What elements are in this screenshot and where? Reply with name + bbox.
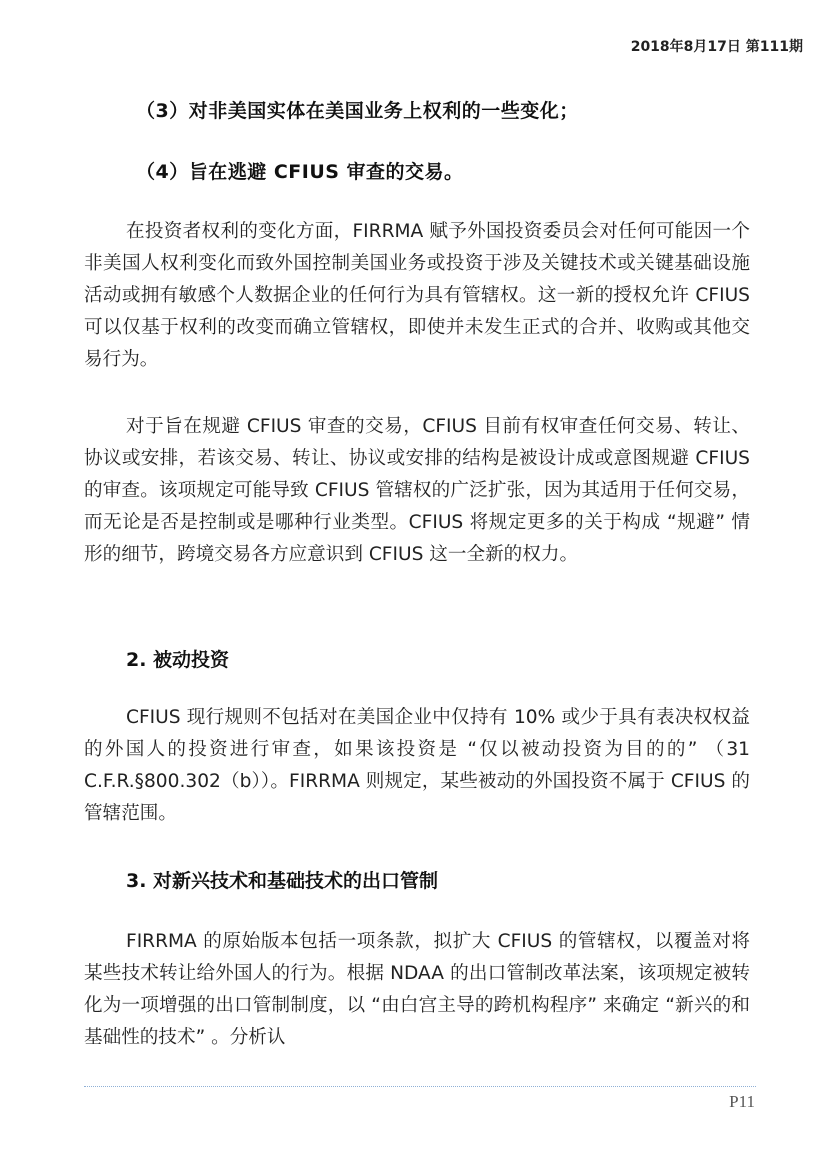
list-item-4: （4）旨在逃避 CFIUS 审查的交易。 <box>136 161 464 183</box>
footer-divider <box>84 1086 756 1087</box>
paragraph-passive-investment: CFIUS 现行规则不包括对在美国企业中仅持有 10% 或少于具有表决权权益的外国人的投资进行审查，如果该投资是 “仅以被动投资为目的的” （31 C.F.R.§800.302（b））。FIRRMA 则规定，某些被动的外国投资不属于 CFIUS 的管辖范围。 <box>84 707 750 824</box>
page-number: P11 <box>729 1092 755 1111</box>
list-item-3: （3）对非美国实体在美国业务上权利的一些变化； <box>136 100 579 122</box>
paragraph-investor-rights: 在投资者权利的变化方面，FIRRMA 赋予外国投资委员会对任何可能因一个非美国人权利变化而致外国控制美国业务或投资于涉及关键技术或关键基础设施活动或拥有敏感个人数据企业的任何行为具有管辖权。这一新的授权允许 CFIUS 可以仅基于权利的改变而确立管辖权，即使并未发生正式的合并、收购或其他交易行为。 <box>84 221 750 370</box>
paragraph-evasion: 对于旨在规避 CFIUS 审查的交易，CFIUS 目前有权审查任何交易、转让、协议或安排，若该交易、转让、协议或安排的结构是被设计成或意图规避 CFIUS 的审查。该项规定可能导致 CFIUS 管辖权的广泛扩张，因为其适用于任何交易，而无论是否是控制或是哪种行业类型。CFIUS 将规定更多的关于构成 “规避” 情形的细节，跨境交易各方应意识到 CFIUS 这一全新的权力。 <box>84 416 750 565</box>
heading-export-control: 3. 对新兴技术和基础技术的出口管制 <box>126 870 439 892</box>
issue-date-label: 2018年8月17日 第111期 <box>630 39 803 55</box>
heading-passive-investment: 2. 被动投资 <box>126 649 230 671</box>
paragraph-export-control: FIRRMA 的原始版本包括一项条款，拟扩大 CFIUS 的管辖权，以覆盖对将某些技术转让给外国人的行为。根据 NDAA 的出口管制改革法案，该项规定被转化为一项增强的出口管制制度，以 “由白宫主导的跨机构程序” 来确定 “新兴的和基础性的技术” 。分析认 <box>84 931 750 1048</box>
